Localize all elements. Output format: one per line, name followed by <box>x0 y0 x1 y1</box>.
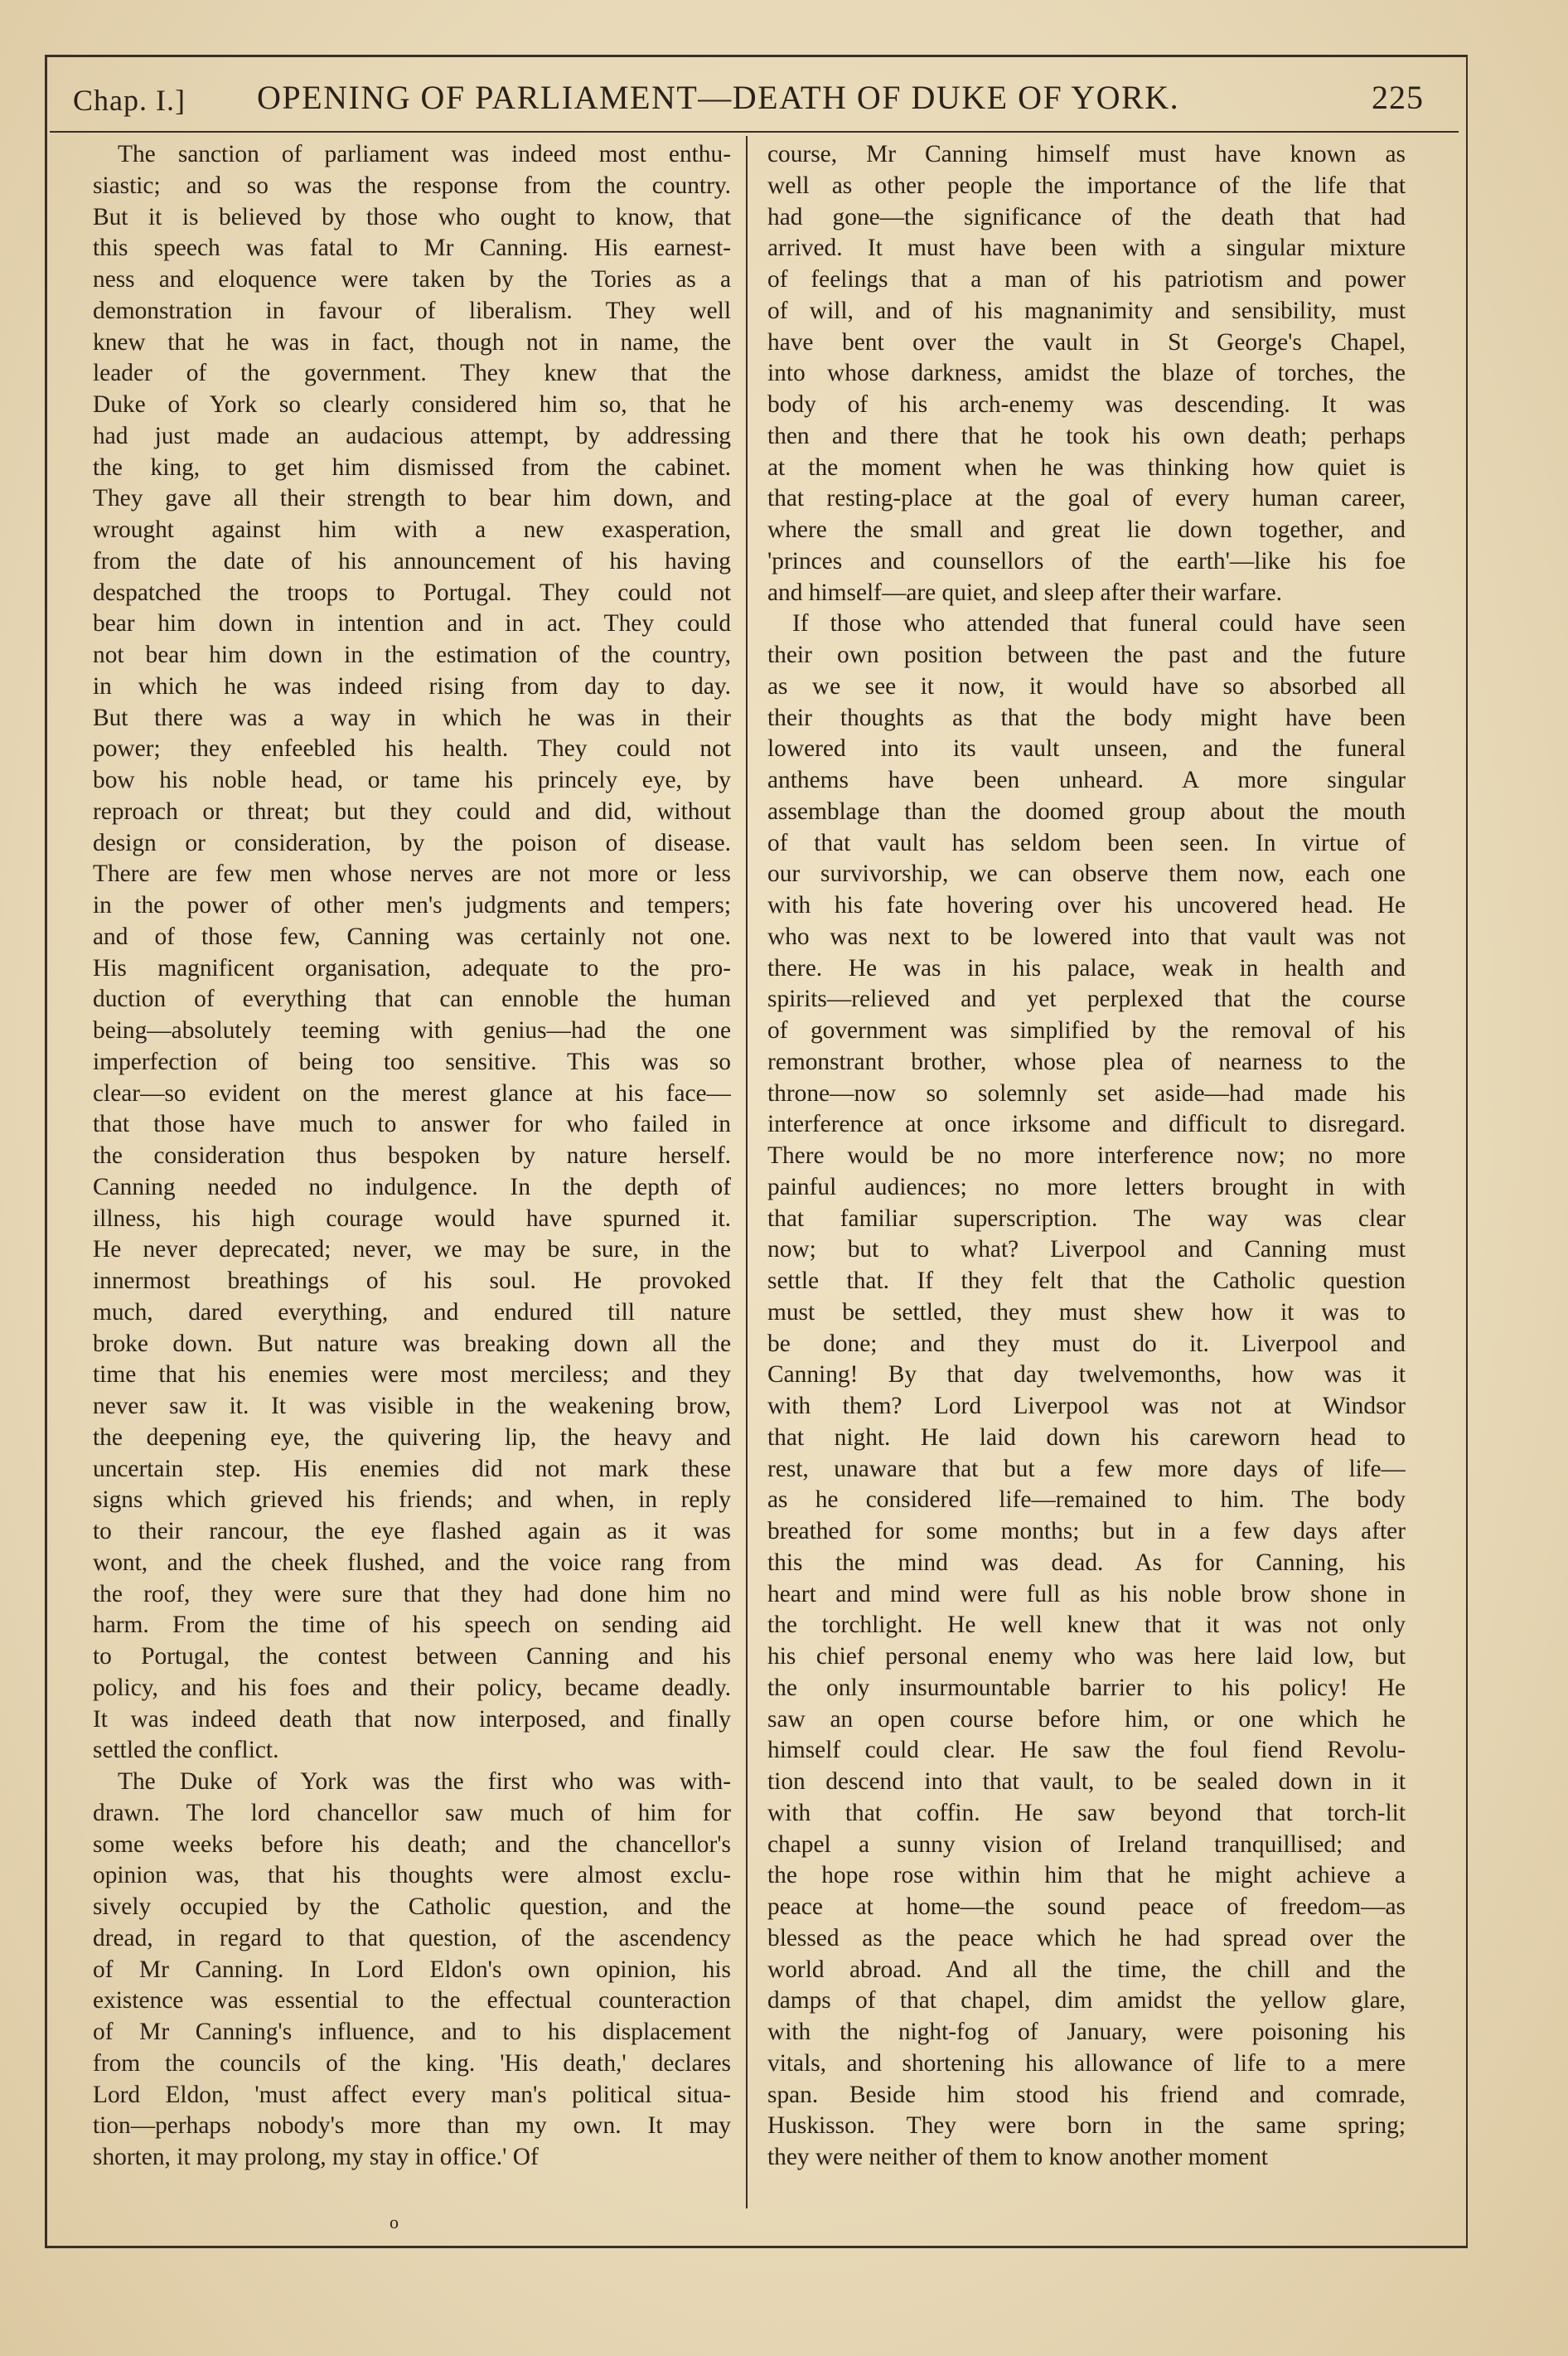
text-line: Canning needed no indulgence. In the depth of <box>93 1173 731 1200</box>
text-line: It was indeed death that now interposed, and finally <box>93 1705 731 1733</box>
text-line: settle that. If they felt that the Catholic question <box>767 1268 1406 1294</box>
text-line: chapel a sunny vision of Ireland tranquillised; and <box>767 1830 1406 1858</box>
text-line: wont, and the cheek flushed, and the voice rang from <box>93 1549 731 1576</box>
text-line: bow his noble head, or tame his princely eye, by <box>93 767 731 793</box>
text-line: time that his enemies were most merciless; and they <box>93 1361 731 1389</box>
text-line: much, dared everything, and endured till nature <box>93 1298 731 1326</box>
text-line: of Mr Canning. In Lord Eldon's own opinion, his <box>93 1956 731 1983</box>
text-line: their thoughts as that the body might have been <box>767 704 1406 731</box>
text-line: with the night-fog of January, were poisoning his <box>767 2019 1406 2045</box>
text-line: span. Beside him stood his friend and comrade, <box>767 2081 1406 2108</box>
text-line: siastic; and so was the response from the country. <box>93 172 731 199</box>
text-line: breathed for some months; but in a few days after <box>767 1518 1406 1544</box>
text-line: ness and eloquence were taken by the Tories as a <box>93 266 731 293</box>
text-line: drawn. The lord chancellor saw much of him for <box>93 1799 731 1826</box>
text-line: being—absolutely teeming with genius—had the one <box>93 1017 731 1044</box>
text-line: knew that he was in fact, though not in name, the <box>93 328 731 356</box>
right-column <box>767 139 1406 2174</box>
text-line: in the power of other men's judgments and tempers; <box>93 892 731 919</box>
header-rule <box>50 131 1459 133</box>
text-line: Canning! By that day twelvemonths, how was it <box>767 1361 1406 1389</box>
text-line: the hope rose within him that he might achieve a <box>767 1862 1406 1889</box>
text-line: There would be no more interference now; no more <box>767 1142 1406 1169</box>
text-line: well as other people the importance of the life that <box>767 172 1406 199</box>
text-line: sively occupied by the Catholic question, and the <box>93 1893 731 1920</box>
text-line: heart and mind were full as his noble brow shone in <box>767 1580 1406 1607</box>
text-line: the king, to get him dismissed from the cabinet. <box>93 453 731 481</box>
text-line: that those have much to answer for who failed in <box>93 1111 731 1138</box>
text-line: demonstration in favour of liberalism. They well <box>93 297 731 324</box>
text-line: then and there that he took his own death; perhaps <box>767 422 1406 449</box>
text-line: their own position between the past and the future <box>767 642 1406 668</box>
text-line: saw an open course before him, or one which he <box>767 1705 1406 1733</box>
text-line: wrought against him with a new exasperation, <box>93 516 731 543</box>
text-line: If those who attended that funeral could have seen <box>792 610 1406 637</box>
text-line: despatched the troops to Portugal. They could not <box>93 579 731 606</box>
text-line: Huskisson. They were born in the same spring; <box>767 2112 1406 2140</box>
text-line: He never deprecated; never, we may be sure, in the <box>93 1236 731 1263</box>
text-line: who was next to be lowered into that vault was not <box>767 923 1406 950</box>
text-line: the only insurmountable barrier to his policy! He <box>767 1674 1406 1701</box>
text-line: course, Mr Canning himself must have known as <box>767 141 1406 167</box>
text-line: of will, and of his magnanimity and sensibility, must <box>767 297 1406 324</box>
text-line: arrived. It must have been with a singular mixture <box>767 235 1406 262</box>
text-line: Duke of York so clearly considered him so, that he <box>93 391 731 418</box>
text-line: peace at home—the sound peace of freedom—as <box>767 1893 1406 1920</box>
text-line: into whose darkness, amidst the blaze of torches, the <box>767 360 1406 387</box>
text-line: lowered into its vault unseen, and the funeral <box>767 735 1406 763</box>
running-header <box>50 73 1459 131</box>
text-line: blessed as the peace which he had spread over the <box>767 1924 1406 1951</box>
text-line: the deepening eye, the quivering lip, the heavy and <box>93 1423 731 1451</box>
text-line: the roof, they were sure that they had done him no <box>93 1580 731 1607</box>
text-line: tion descend into that vault, to be sealed down in it <box>767 1768 1406 1795</box>
text-line: world abroad. And all the time, the chill and the <box>767 1956 1406 1983</box>
text-line: with that coffin. He saw beyond that torch-lit <box>767 1799 1406 1826</box>
text-line: assemblage than the doomed group about the mouth <box>767 797 1406 825</box>
chapter-label: Chap. I.] <box>73 84 186 117</box>
text-line: illness, his high courage would have spurned it. <box>93 1205 731 1232</box>
signature-mark: o <box>390 2212 399 2232</box>
running-title: OPENING OF PARLIAMENT—DEATH OF DUKE OF YORK. <box>257 79 1180 116</box>
text-line: reproach or threat; but they could and did, without <box>93 797 731 825</box>
text-line: spirits—relieved and yet perplexed that the course <box>767 986 1406 1013</box>
text-line: himself could clear. He saw the foul fiend Revolu- <box>767 1737 1406 1764</box>
text-line: had just made an audacious attempt, by addressing <box>93 422 731 449</box>
text-line: have bent over the vault in St George's Chapel, <box>767 328 1406 356</box>
text-line: imperfection of being too sensitive. This was so <box>93 1048 731 1075</box>
text-line: But it is believed by those who ought to know, that <box>93 203 731 230</box>
text-line: must be settled, they must shew how it was to <box>767 1298 1406 1326</box>
text-line: existence was essential to the effectual counteraction <box>93 1987 731 2014</box>
text-line: and of those few, Canning was certainly not one. <box>93 923 731 950</box>
text-line: painful audiences; no more letters brought in with <box>767 1173 1406 1200</box>
text-line: of feelings that a man of his patriotism and power <box>767 266 1406 293</box>
text-line: this the mind was dead. As for Canning, his <box>767 1549 1406 1576</box>
text-line: now; but to what? Liverpool and Canning must <box>767 1236 1406 1263</box>
text-line: interference at once irksome and difficult to disregard. <box>767 1111 1406 1138</box>
text-line: dread, in regard to that question, of the ascendency <box>93 1924 731 1951</box>
text-line: throne—now so solemnly set aside—had made his <box>767 1079 1406 1107</box>
text-line: this speech was fatal to Mr Canning. His earnest- <box>93 235 731 262</box>
page-number: 225 <box>1372 79 1424 116</box>
text-line: to their rancour, the eye flashed again as it was <box>93 1518 731 1544</box>
text-line: harm. From the time of his speech on sending aid <box>93 1612 731 1639</box>
text-line: that night. He laid down his careworn head to <box>767 1423 1406 1451</box>
text-line: never saw it. It was visible in the weakening brow, <box>93 1393 731 1419</box>
text-line: our survivorship, we can observe them now, each one <box>767 860 1406 888</box>
text-line: They gave all their strength to bear him down, and <box>93 485 731 512</box>
text-line: in which he was indeed rising from day to day. <box>93 672 731 700</box>
text-line: as we see it now, it would have so absorbed all <box>767 672 1406 700</box>
text-line: But there was a way in which he was in their <box>93 704 731 731</box>
text-line: that resting-place at the goal of every human career, <box>767 485 1406 512</box>
text-line: rest, unaware that but a few more days of life— <box>767 1455 1406 1482</box>
text-line: opinion was, that his thoughts were almost exclu- <box>93 1862 731 1889</box>
text-line: clear—so evident on the merest glance at his face— <box>93 1079 731 1107</box>
text-line: duction of everything that can ennoble the human <box>93 986 731 1013</box>
text-line: as he considered life—remained to him. The body <box>767 1486 1406 1514</box>
text-line: remonstrant brother, whose plea of nearness to the <box>767 1048 1406 1075</box>
text-line: power; they enfeebled his health. They could not <box>93 735 731 763</box>
text-line: bear him down in intention and in act. They could <box>93 610 731 637</box>
text-line: Lord Eldon, 'must affect every man's political situa- <box>93 2081 731 2108</box>
text-line: from the councils of the king. 'His death,' declares <box>93 2049 731 2077</box>
text-line: There are few men whose nerves are not more or less <box>93 860 731 888</box>
text-line: design or consideration, by the poison of disease. <box>93 829 731 856</box>
text-line: of that vault has seldom been seen. In virtue of <box>767 829 1406 856</box>
text-line: to Portugal, the contest between Canning and his <box>93 1643 731 1670</box>
text-line: and himself—are quiet, and sleep after their warfare. <box>767 579 1282 606</box>
text-line: leader of the government. They knew that the <box>93 360 731 387</box>
text-line: there. He was in his palace, weak in health and <box>767 954 1406 982</box>
text-line: the torchlight. He well knew that it was not only <box>767 1612 1406 1639</box>
column-divider <box>746 136 748 2208</box>
left-column <box>93 139 731 2174</box>
text-line: uncertain step. His enemies did not mark these <box>93 1455 731 1482</box>
text-line: his chief personal enemy who was here laid low, but <box>767 1643 1406 1670</box>
text-line: of Mr Canning's influence, and to his displacement <box>93 2019 731 2045</box>
text-line: the consideration thus bespoken by nature herself. <box>93 1142 731 1169</box>
text-line: anthems have been unheard. A more singular <box>767 767 1406 793</box>
text-line: be done; and they must do it. Liverpool and <box>767 1330 1406 1357</box>
text-line: His magnificent organisation, adequate to the pro- <box>93 954 731 982</box>
text-line: tion—perhaps nobody's more than my own. It may <box>93 2112 731 2140</box>
text-line: The sanction of parliament was indeed most enthu- <box>118 141 731 167</box>
text-line: at the moment when he was thinking how quiet is <box>767 453 1406 481</box>
text-line: from the date of his announcement of his having <box>93 547 731 574</box>
text-line: The Duke of York was the first who was with- <box>118 1768 731 1795</box>
text-line: not bear him down in the estimation of the country, <box>93 642 731 668</box>
text-line: with his fate hovering over his uncovered head. He <box>767 892 1406 919</box>
text-line: vitals, and shortening his allowance of life to a mere <box>767 2049 1406 2077</box>
text-line: they were neither of them to know another moment <box>767 2144 1268 2170</box>
text-line: shorten, it may prolong, my stay in office.' Of <box>93 2144 539 2170</box>
text-line: settled the conflict. <box>93 1737 279 1764</box>
text-line: broke down. But nature was breaking down all the <box>93 1330 731 1357</box>
text-line: some weeks before his death; and the chancellor's <box>93 1830 731 1858</box>
text-line: policy, and his foes and their policy, became deadly. <box>93 1674 731 1701</box>
text-line: that familiar superscription. The way was clear <box>767 1205 1406 1232</box>
text-line: signs which grieved his friends; and when, in reply <box>93 1486 731 1514</box>
text-line: 'princes and counsellors of the earth'—like his foe <box>767 547 1406 574</box>
text-line: with them? Lord Liverpool was not at Windsor <box>767 1393 1406 1419</box>
text-line: innermost breathings of his soul. He provoked <box>93 1268 731 1294</box>
text-line: damps of that chapel, dim amidst the yellow glare, <box>767 1987 1406 2014</box>
text-line: body of his arch-enemy was descending. It was <box>767 391 1406 418</box>
text-line: where the small and great lie down together, and <box>767 516 1406 543</box>
text-line: of government was simplified by the removal of his <box>767 1017 1406 1044</box>
text-line: had gone—the significance of the death that had <box>767 203 1406 230</box>
